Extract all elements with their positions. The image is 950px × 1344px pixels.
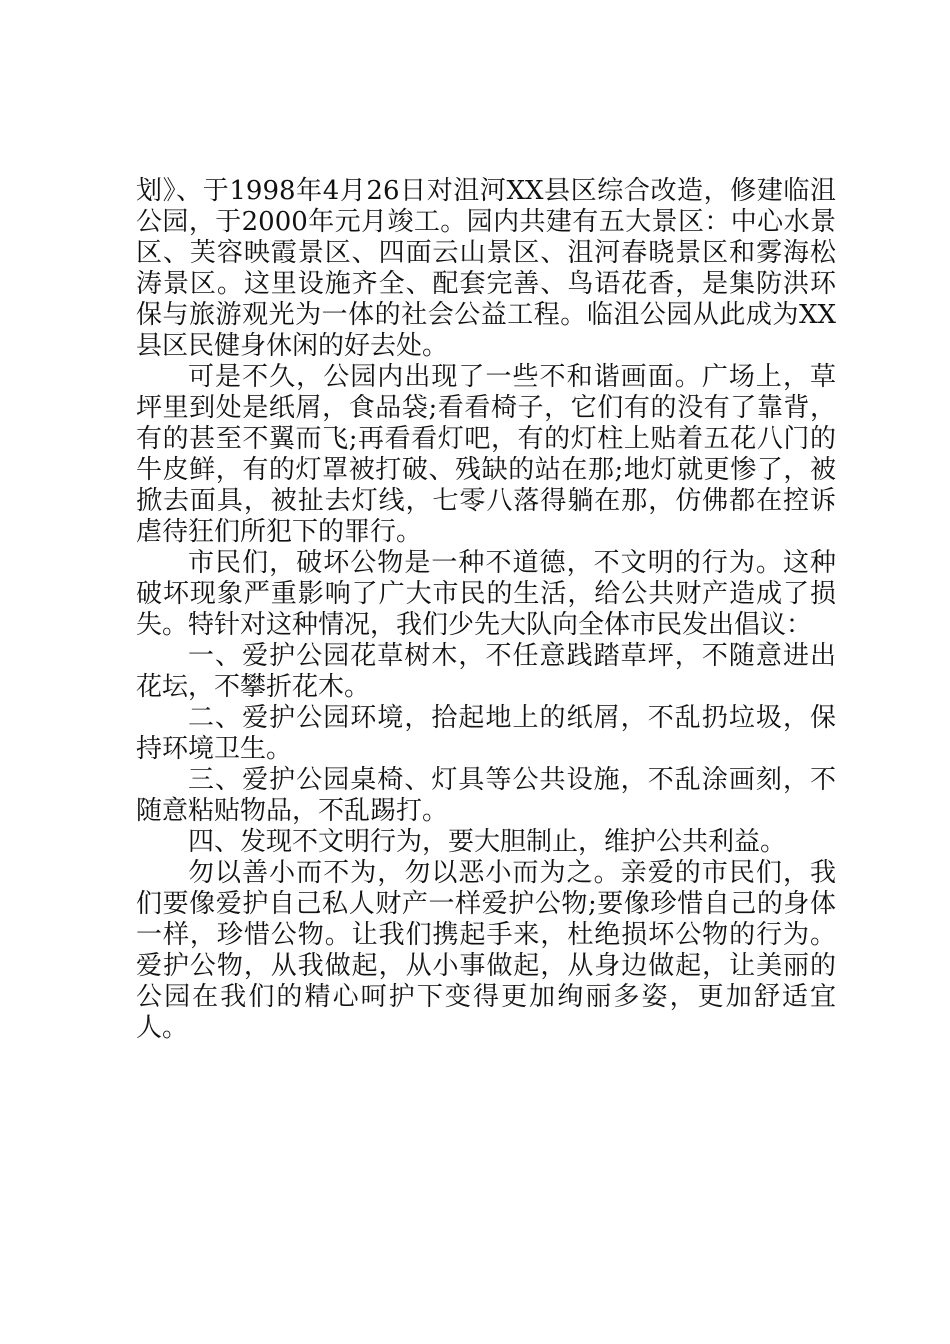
paragraph-proposal-4: 四、发现不文明行为，要大胆制止，维护公共利益。 [188, 827, 787, 857]
paragraph-closing: 勿以善小而不为，勿以恶小而为之。亲爱的市民们，我们要像爱护自己私人财产一样爱护公物;要像珍惜自己的身体一样，珍惜公物。让我们携起手来，杜绝损坏公物的行为。爱护公物，从我做起，从小事做起，从身边做起，让美丽的公园在我们的精心呵护下变得更加绚丽多姿，更加舒适宜人。 [136, 858, 836, 1043]
paragraph-damage-description: 可是不久，公园内出现了一些不和谐画面。广场上，草坪里到处是纸屑，食品袋;看看椅子，它们有的没有了靠背，有的甚至不翼而飞;再看看灯吧，有的灯柱上贴着五花八门的牛皮鲜，有的灯罩被打破、残缺的站在那;地灯就更惨了，被掀去面具，被扯去灯线，七零八落得躺在那，仿佛都在控诉虐待狂们所犯下的罪行。 [136, 362, 836, 547]
document-body [136, 176, 836, 1044]
paragraph-proposal-2: 二、爱护公园环境，拾起地上的纸屑，不乱扔垃圾，保持环境卫生。 [136, 703, 836, 764]
paragraph-proposal-1: 一、爱护公园花草树木，不任意践踏草坪，不随意进出花坛，不攀折花木。 [136, 641, 836, 702]
paragraph-park-history: 划》、于1998年4月26日对沮河XX县区综合改造，修建临沮公园，于2000年元月竣工。园内共建有五大景区：中心水景区、芙容映霞景区、四面云山景区、沮河春晓景区和雾海松涛景区。这里设施齐全、配套完善、鸟语花香，是集防洪环保与旅游观光为一体的社会公益工程。临沮公园从此成为XX县区民健身休闲的好去处。 [136, 176, 836, 361]
paragraph-proposal-3: 三、爱护公园桌椅、灯具等公共设施，不乱涂画刻，不随意粘贴物品，不乱踢打。 [136, 765, 836, 826]
paragraph-appeal-intro: 市民们，破坏公物是一种不道德，不文明的行为。这种破坏现象严重影响了广大市民的生活，给公共财产造成了损失。特针对这种情况，我们少先大队向全体市民发出倡议： [136, 548, 836, 640]
